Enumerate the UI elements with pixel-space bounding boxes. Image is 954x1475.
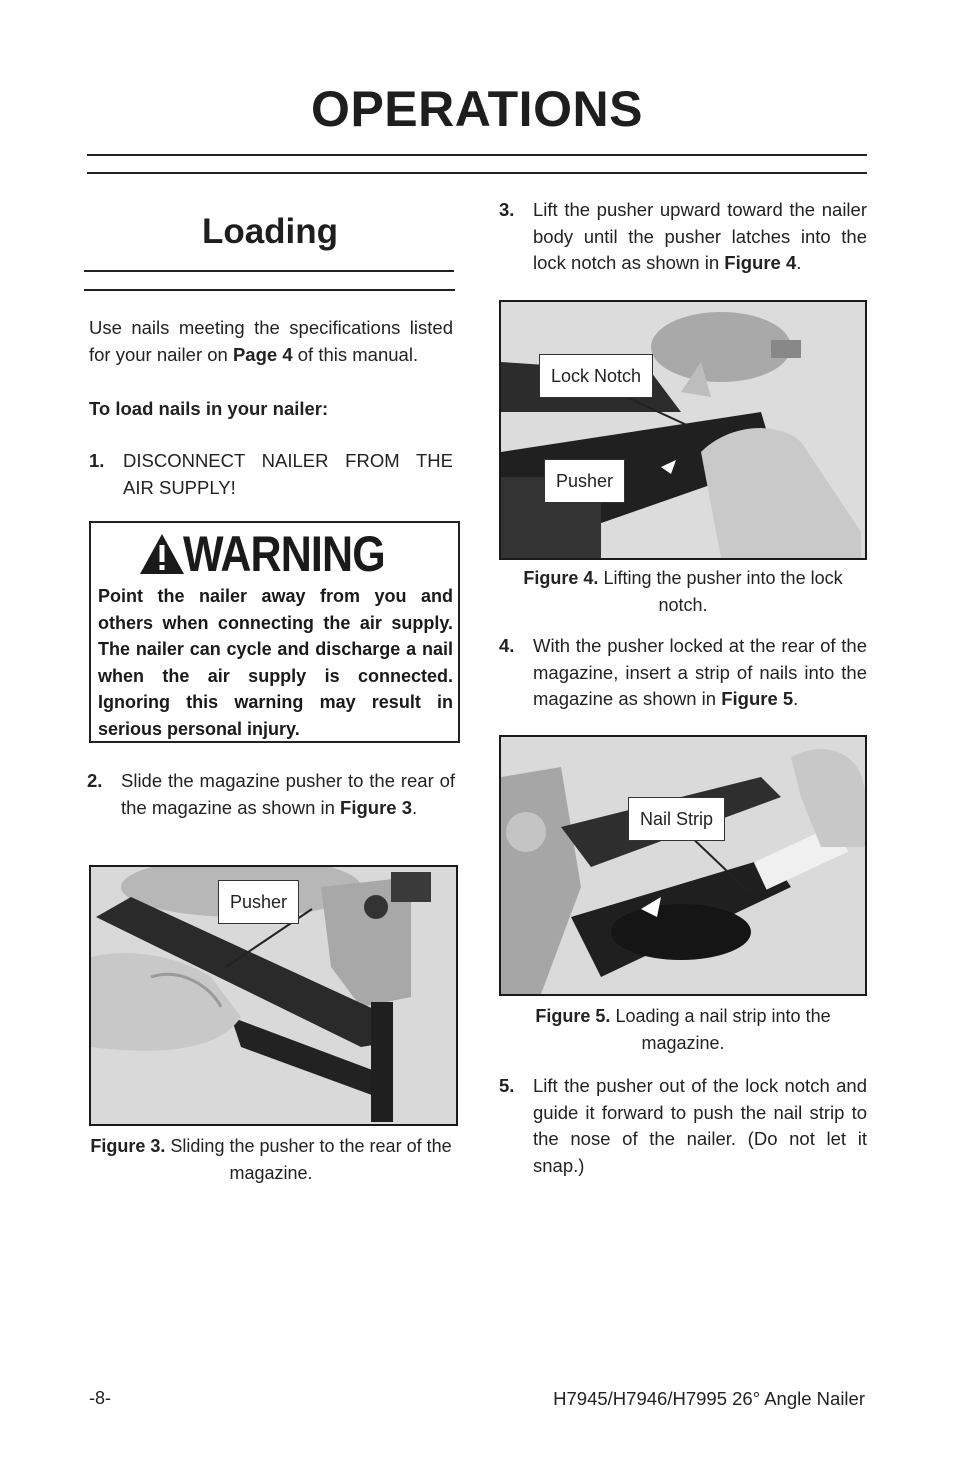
step-text: With the pusher locked at the rear of the magazine, insert a strip of nails into the magazine as shown in Figure 5. (533, 635, 867, 709)
step-text: DISCONNECT NAILER FROM THE AIR SUPPLY! (123, 450, 453, 498)
nailer-illustration (501, 302, 865, 558)
callout-pusher: Pusher (218, 880, 299, 924)
section-rule-bottom (84, 289, 455, 291)
warning-header (139, 526, 418, 582)
step-number: 3. (499, 199, 515, 220)
footer-model: H7945/H7946/H7995 26° Angle Nailer (553, 1388, 865, 1409)
title-rule-bottom (87, 172, 867, 174)
callout-lock-notch: Lock Notch (539, 354, 653, 398)
warning-word: WARNING (183, 526, 385, 582)
step-1 (89, 448, 453, 504)
callout-pusher: Pusher (544, 459, 625, 503)
step-number: 1. (89, 450, 105, 471)
warning-box (89, 521, 460, 743)
section-title: Loading (201, 212, 339, 251)
step-text: Lift the pusher upward toward the nailer body until the pusher latches into the lock notch as shown in Figure 4. (533, 199, 867, 273)
step-2 (87, 768, 455, 824)
warning-text: Point the nailer away from you and others when connecting the air supply. The nailer can cycle and discharge a nail when the air supply is connected. Ignoring this warning may result in serious personal injury. (98, 586, 453, 739)
figure-4-caption: Figure 4. Lifting the pusher into the lock notch. (523, 568, 843, 615)
figure-5-caption: Figure 5. Loading a nail strip into the magazine. (535, 1006, 831, 1053)
step-5 (499, 1073, 867, 1181)
nailer-illustration (501, 737, 865, 994)
step-4 (499, 633, 867, 715)
callout-nail-strip: Nail Strip (628, 797, 725, 841)
step-text: Slide the magazine pusher to the rear of the magazine as shown in Figure 3. (121, 770, 455, 818)
figure-3-photo (89, 865, 458, 1126)
page-number: -8- (89, 1388, 111, 1408)
figure-3-caption: Figure 3. Sliding the pusher to the rear of the magazine. (90, 1136, 452, 1183)
load-heading: To load nails in your nailer: (89, 398, 329, 419)
figure-4-photo (499, 300, 867, 560)
step-number: 2. (87, 770, 103, 791)
step-3 (499, 197, 867, 279)
title-rule-top (87, 154, 867, 156)
figure-5-photo (499, 735, 867, 996)
warning-triangle-icon (139, 532, 185, 576)
intro-paragraph: Use nails meeting the specifications listed for your nailer on Page 4 of this manual. (89, 317, 453, 365)
section-rule-top (84, 270, 454, 272)
step-number: 5. (499, 1075, 515, 1096)
step-number: 4. (499, 635, 515, 656)
page-title: OPERATIONS (311, 81, 643, 137)
step-text: Lift the pusher out of the lock notch and guide it forward to push the nail strip to the nose of the nailer. (Do not let it snap.) (533, 1075, 867, 1176)
